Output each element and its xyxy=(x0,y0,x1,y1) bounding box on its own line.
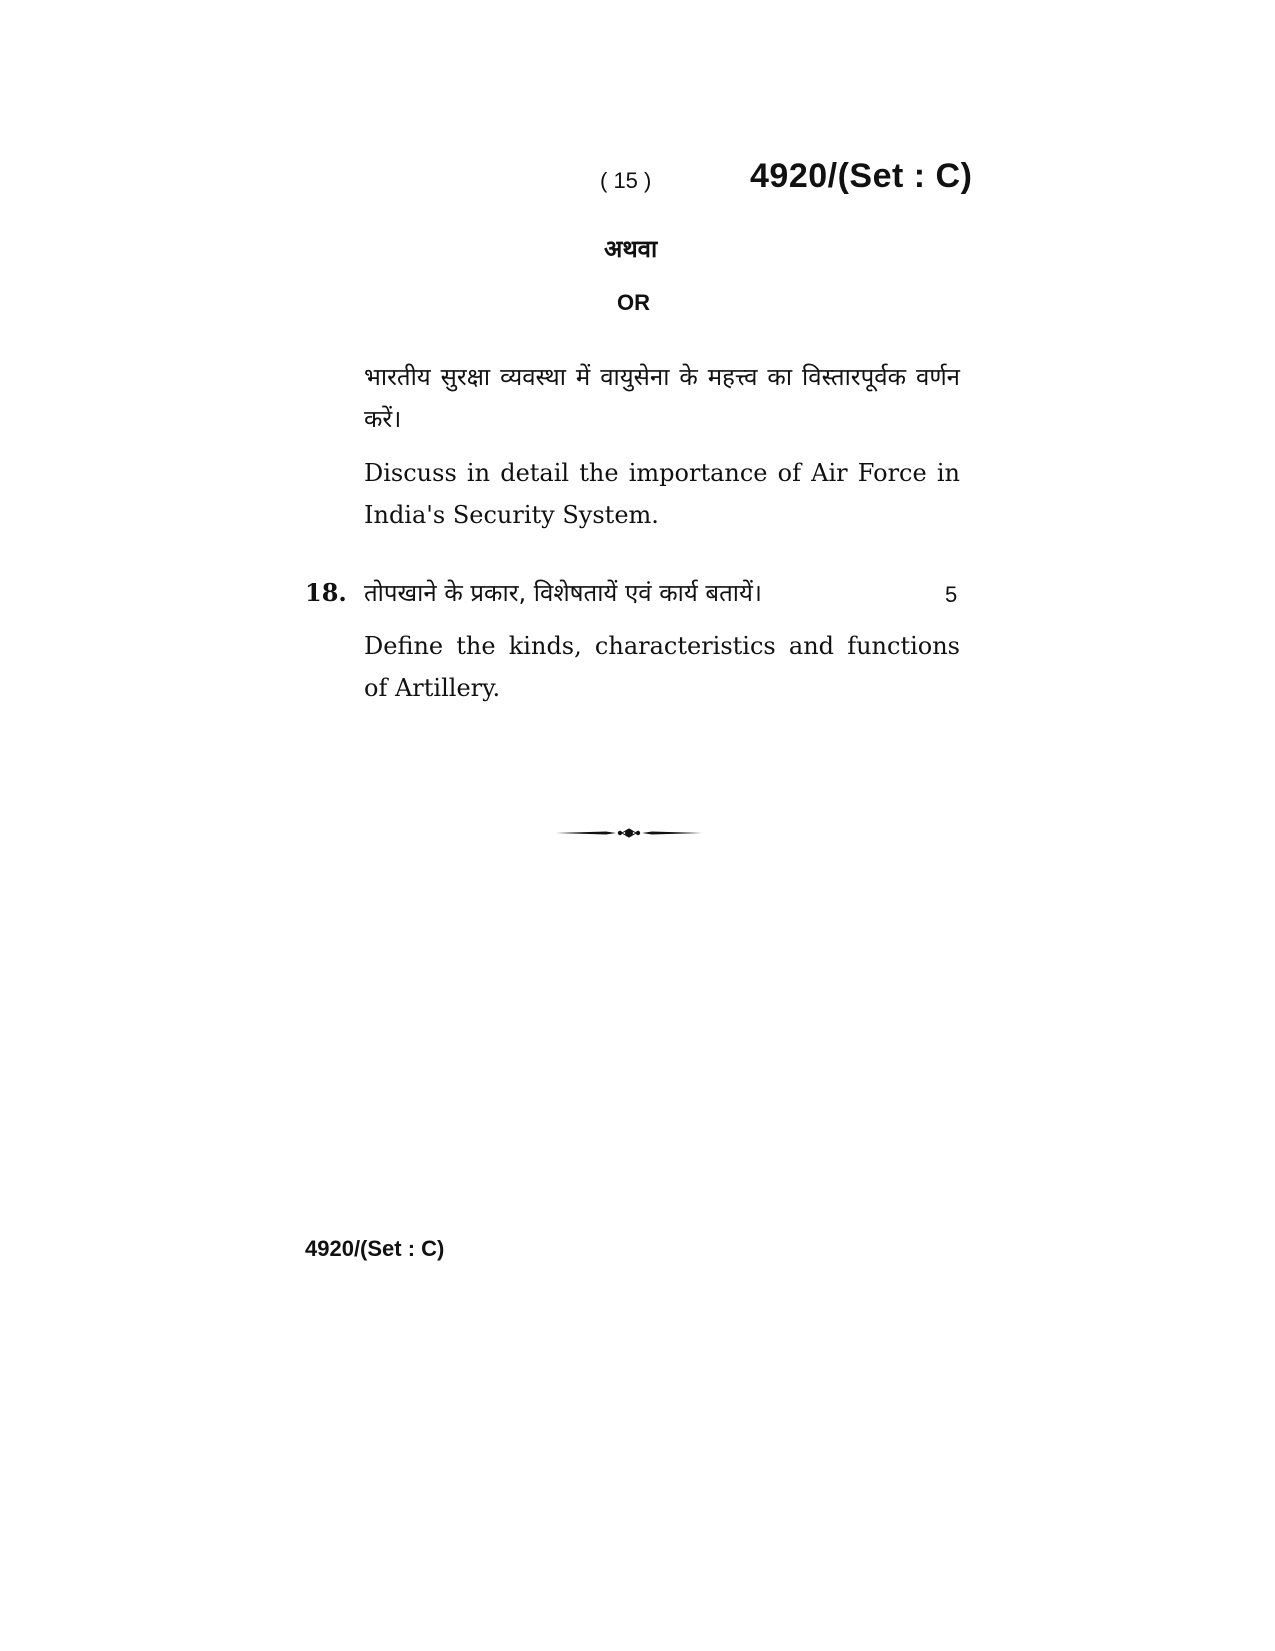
paper-code-footer: 4920/(Set : C) xyxy=(305,1236,445,1261)
or-separator-english: OR xyxy=(617,290,650,315)
question-18-hindi: तोपखाने के प्रकार, विशेषतायें एवं कार्य बतायें। xyxy=(364,579,763,607)
or-separator-hindi: अथवा xyxy=(604,235,658,263)
question-18-english: Define the kinds, characteristics and functions of Artillery. xyxy=(364,632,960,702)
end-ornament xyxy=(556,824,702,842)
paper-code-header: 4920/(Set : C) xyxy=(750,157,973,195)
question-marks: 5 xyxy=(945,582,958,607)
alternative-question-hindi: भारतीय सुरक्षा व्यवस्था में वायुसेना के महत्त्व का विस्तारपूर्वक वर्णन करें। xyxy=(364,363,960,433)
question-number: 18. xyxy=(305,578,347,607)
page-number: ( 15 ) xyxy=(600,168,652,193)
alternative-question-english: Discuss in detail the importance of Air Force in India's Security System. xyxy=(364,459,960,529)
